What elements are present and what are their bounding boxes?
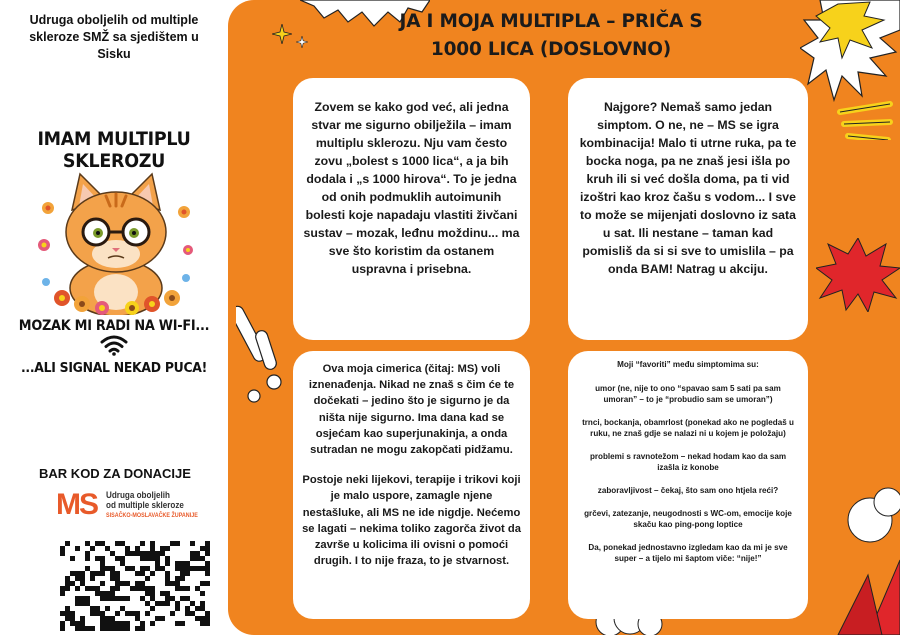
story-card-cimerica <box>293 351 530 619</box>
favorites-intro: Moji “favoriti” među simptomima su: <box>617 360 759 369</box>
favorite-symptom-item: Da, ponekad jednostavno izgledam kao da mi je sve super – a tijelo mi šaptom viče: “nije!” <box>588 543 788 563</box>
slogan-wifi-line: MOZAK MI RADI NA WI-FI... <box>18 318 210 334</box>
story-card-favorites <box>568 351 808 619</box>
wifi-icon <box>100 334 128 356</box>
story-card-worst <box>568 78 808 340</box>
ms-logo-name <box>106 490 184 510</box>
association-logo <box>56 486 216 530</box>
cat-with-glasses-illustration <box>36 170 196 315</box>
slogan-signal-line: ...ALI SIGNAL NEKAD PUCA! <box>20 360 208 376</box>
ms-logo-county: SISAČKO-MOSLAVAČKE ŽUPANIJE <box>106 513 198 519</box>
comic-cloud-bottom-icon <box>808 480 900 635</box>
favorite-symptom-item: zaboravljivost – čekaj, što sam ono htjela reći? <box>597 486 779 495</box>
ms-logo-name-line1: Udruga oboljelih <box>106 490 170 500</box>
donation-barcode[interactable] <box>60 541 210 631</box>
favorite-symptom-item: umor (ne, nije to ono “spavao sam 5 sati pa sam umoran” – to je “probudio sam se umoran”) <box>595 384 781 404</box>
ms-logo-name-line2: od multiple skleroze <box>106 500 184 510</box>
story-card-intro <box>293 78 530 340</box>
sparkle-star-icon <box>272 24 292 44</box>
intro-text: Zovem se kako god već, ali jedna stvar me sigurno obilježila – imam multiplu sklerozu. Nju vam često zovu „bolest s 1000 lica“, a ja bih dodala i „s 1000 hirova“. To je jedna od onih podmuklih autoimunih bolesti koje napadaju vlastiti živčani sustav – mozak, leđnu moždinu... ma sve što koristim da ostanem uspravna i prisebna. <box>303 100 520 276</box>
favorite-symptom-item: trnci, bockanja, obamrlost (ponekad ako ne pogledaš u ruku, ne znaš gdje se nalazi ni u kojem je položaju) <box>582 418 794 438</box>
comic-burst-top-right-icon <box>800 0 900 140</box>
slogan-title: IMAM MULTIPLU SKLEROZU <box>37 128 191 172</box>
organization-name: Udruga oboljelih od multiple skleroze SMŽ sa sjedištem u Sisku <box>29 13 199 61</box>
comic-burst-red-icon <box>816 238 900 312</box>
favorite-symptom-item: problemi s ravnotežom – nekad hodam kao da sam izašla iz konobe <box>589 452 787 472</box>
barcode-label: BAR KOD ZA DONACIJE <box>39 466 191 481</box>
cimerica-paragraph-1: Ova moja cimerica (čitaj: MS) voli iznenađenja. Nikad ne znaš s čim će te dočekati – jedino što je sigurno je da ništa nije sigurno. Ima dana kad se osjećam kao superjunakinja, a onda sutradan ne mogu zakopčati pidžamu. <box>308 363 515 457</box>
page-title: JA I MOJA MULTIPLA – PRIČA S 1000 LICA (DOSLOVNO) <box>399 11 703 60</box>
exclamation-marks-icon <box>236 300 292 410</box>
sparkle-star-small-icon <box>296 36 308 48</box>
worst-text: Najgore? Nemaš samo jedan simptom. O ne, ne – MS se igra kombinacija! Malo ti utrne ruka, pa te bocka noga, pa ne znaš jesi išla po kruh ili si već došla doma, pa ti vid izoštri kao kroz čašu s vodom... I sve to može se mijenjati doslovno iz sata u sat. Ili nestane – taman kad pomisliš da si si sve to umislila – pa onda BAM! Natrag u akciju. <box>579 100 797 276</box>
cimerica-paragraph-2: Postoje neki lijekovi, terapije i trikovi koji je malo uspore, zamagle njene nestašluke, ali MS ne ide nigdje. Nećemo se lagati – nekima toliko zagorča život da završe u kolicima ili ovisni o pomoći drugih. I to nije fraza, to je stvarnost. <box>302 474 521 568</box>
sidebar <box>0 0 228 635</box>
ms-logo-mark: MS <box>56 488 97 521</box>
favorite-symptom-item: grčevi, zatezanje, neugodnosti s WC-om, emocije koje skaču kao ping-pong loptice <box>584 509 792 529</box>
